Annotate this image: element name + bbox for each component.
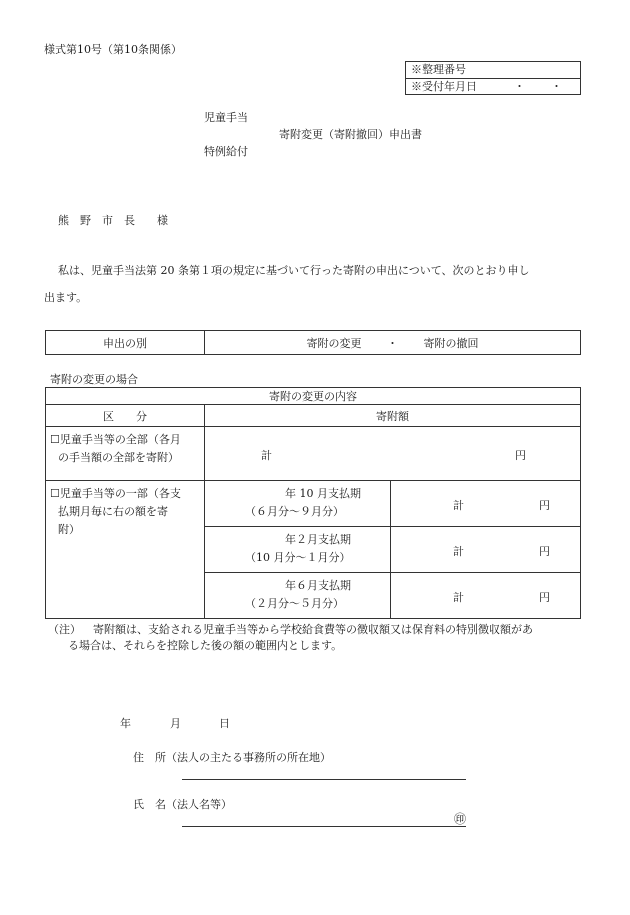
period-range: （２月分～５月分） — [245, 597, 344, 610]
all-amount-cell[interactable] — [205, 427, 581, 481]
seal-mark: ㊞ — [454, 812, 467, 826]
period-cell — [205, 481, 391, 527]
note-line-1: 寄附額は、支給される児童手当等から学校給食費等の徴収額又は保育料の特別徴収額があ — [93, 623, 533, 636]
note-line-2: る場合は、それらを控除した後の額の範囲内とします。 — [68, 639, 343, 652]
option-change[interactable]: 寄附の変更 — [306, 336, 362, 350]
period-name: 年２月支払期 — [285, 533, 351, 546]
all-yen-label: 円 — [515, 449, 526, 462]
received-date-dot-2: ・ — [551, 80, 562, 93]
period-total-label: 計 — [453, 591, 464, 604]
period-amount-cell[interactable] — [391, 527, 581, 573]
period-amount-cell[interactable] — [391, 573, 581, 619]
registration-number-row — [406, 62, 580, 78]
title-line-1: 児童手当 — [204, 111, 248, 124]
name-input-line[interactable] — [182, 826, 466, 827]
period-total-label: 計 — [453, 499, 464, 512]
option-withdraw[interactable]: 寄附の撤回 — [423, 336, 479, 350]
change-table — [45, 387, 581, 619]
period-amount-cell[interactable] — [391, 481, 581, 527]
period-yen-label: 円 — [539, 545, 550, 558]
date-day[interactable]: 日 — [219, 717, 230, 730]
name-label: 氏 名（法人名等） — [133, 798, 232, 811]
period-cell — [205, 573, 391, 619]
change-caption: 寄附の変更の場合 — [50, 373, 138, 386]
all-checkbox-label-1[interactable]: ☐児童手当等の全部（各月 — [50, 433, 181, 446]
col-category: 区 分 — [46, 405, 205, 427]
address-label: 住 所（法人の主たる事務所の所在地） — [133, 751, 331, 764]
intro-line-2: 出ます。 — [44, 291, 88, 304]
form-id: 様式第10号（第10条関係） — [44, 43, 182, 56]
change-table-header: 寄附の変更の内容 — [46, 388, 581, 405]
all-total-label: 計 — [261, 449, 272, 462]
request-type-table — [45, 330, 581, 355]
address-input-line[interactable] — [182, 779, 466, 780]
registration-box — [405, 61, 581, 95]
received-date-dot-1: ・ — [514, 80, 525, 93]
addressee: 熊 野 市 長 様 — [58, 214, 168, 227]
all-checkbox-label-2: の手当額の全部を寄附） — [58, 451, 179, 464]
partial-checkbox-label-3: 附） — [58, 523, 80, 536]
partial-checkbox-label-1[interactable]: ☐児童手当等の一部（各支 — [50, 487, 181, 500]
period-name: 年 10 月支払期 — [285, 487, 361, 500]
intro-line-1: 私は、児童手当法第 20 条第１項の規定に基づいて行った寄附の申出について、次のとおり申し — [58, 264, 530, 277]
title-line-2: 特例給付 — [204, 145, 248, 158]
period-yen-label: 円 — [539, 499, 550, 512]
request-type-label: 申出の別 — [46, 331, 205, 355]
note-prefix: （注） — [48, 623, 81, 636]
option-separator: ・ — [387, 336, 398, 350]
request-type-options — [205, 331, 581, 355]
period-yen-label: 円 — [539, 591, 550, 604]
document-title: 寄附変更（寄附撤回）申出書 — [279, 128, 422, 141]
received-date-row — [406, 78, 580, 95]
period-range: （10 月分～１月分） — [245, 551, 351, 564]
period-cell — [205, 527, 391, 573]
all-category-cell — [46, 427, 205, 481]
partial-checkbox-label-2: 払期月毎に右の額を寄 — [58, 505, 168, 518]
received-date-label: ※受付年月日 — [411, 80, 477, 93]
period-range: （６月分～９月分） — [245, 505, 344, 518]
col-amount: 寄附額 — [205, 405, 581, 427]
date-month[interactable]: 月 — [170, 717, 181, 730]
registration-number-label: ※整理番号 — [411, 63, 466, 76]
period-total-label: 計 — [453, 545, 464, 558]
period-name: 年６月支払期 — [285, 579, 351, 592]
date-year[interactable]: 年 — [120, 717, 131, 730]
partial-category-cell — [46, 481, 205, 619]
